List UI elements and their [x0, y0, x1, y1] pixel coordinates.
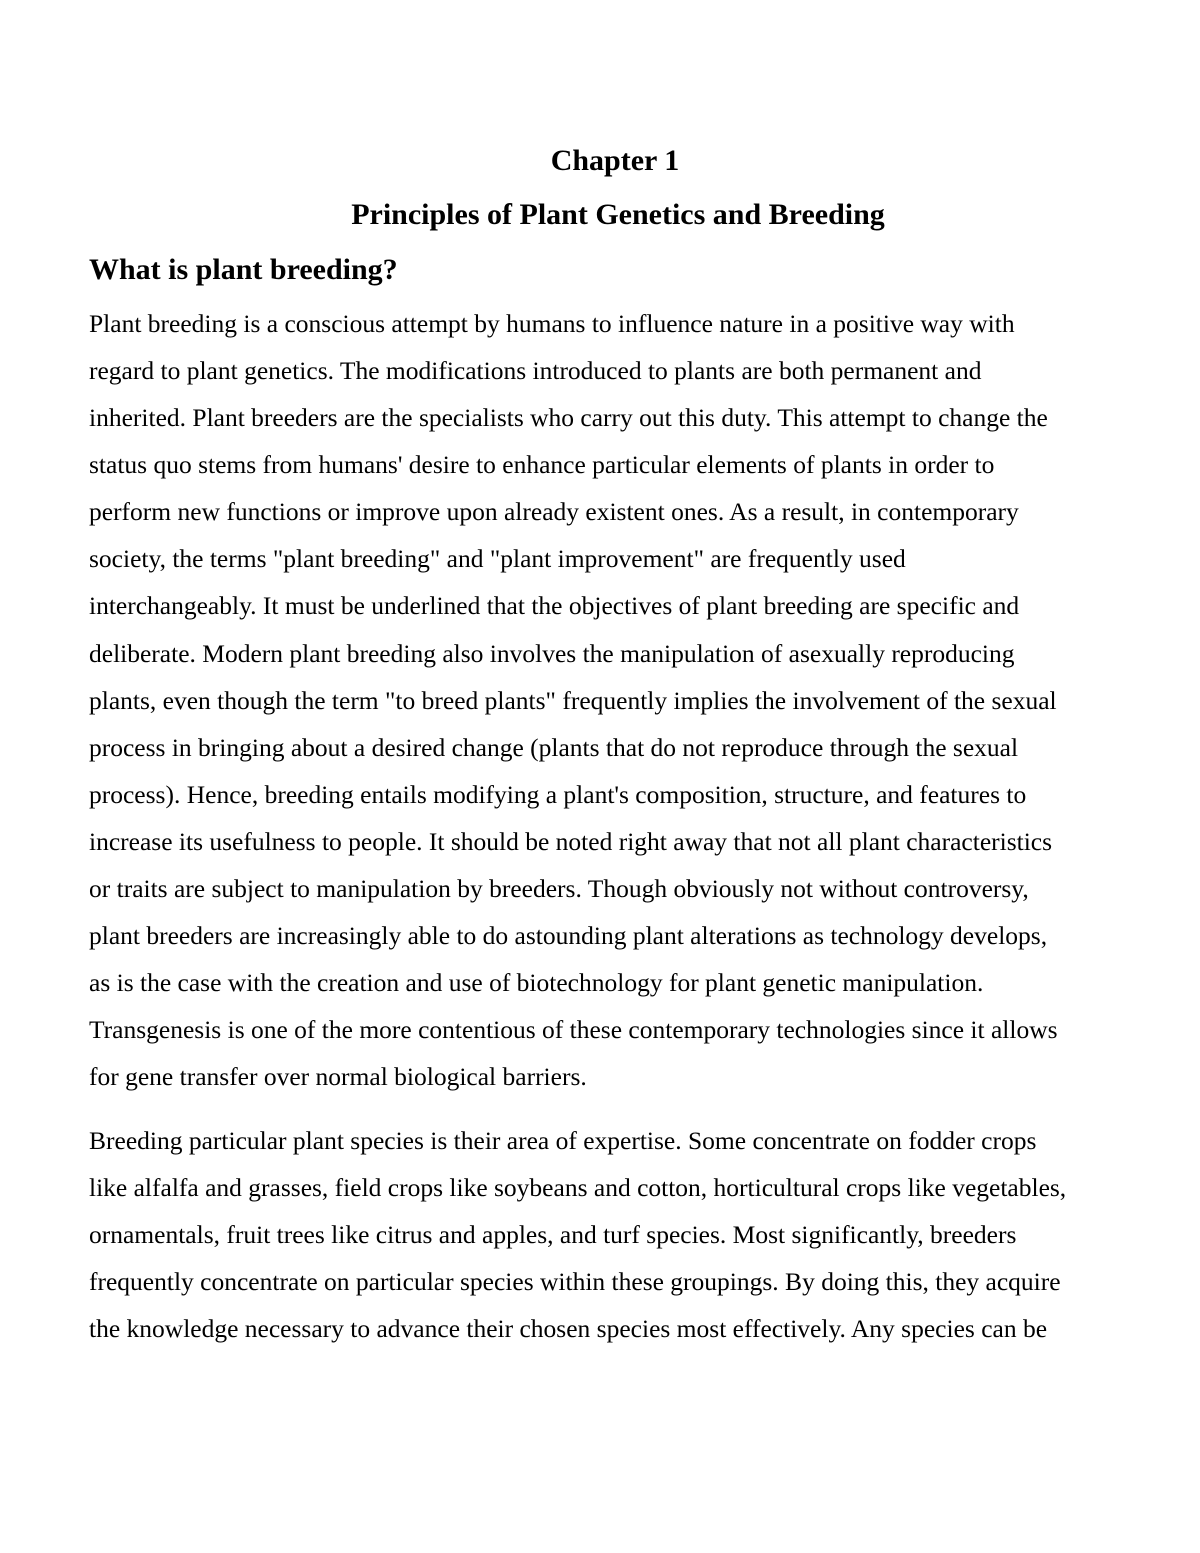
paragraph-line: as is the case with the creation and use of biotechnology for plant genetic manipulation. [89, 968, 984, 997]
paragraph-line: perform new functions or improve upon already existent ones. As a result, in contemporary [89, 497, 1019, 526]
paragraph-line: inherited. Plant breeders are the specialists who carry out this duty. This attempt to change the [89, 403, 1048, 432]
paragraph-line: ornamentals, fruit trees like citrus and apples, and turf species. Most significantly, breeders [89, 1220, 1017, 1249]
paragraph-line: like alfalfa and grasses, field crops like soybeans and cotton, horticultural crops like vegetables, [89, 1173, 1067, 1202]
paragraph-line: plants, even though the term "to breed plants" frequently implies the involvement of the sexual [89, 686, 1057, 715]
chapter-title: Principles of Plant Genetics and Breeding [351, 198, 885, 231]
paragraph-line: deliberate. Modern plant breeding also involves the manipulation of asexually reproducing [89, 639, 1015, 668]
paragraph-line: the knowledge necessary to advance their chosen species most effectively. Any species can be [89, 1314, 1048, 1343]
section-heading: What is plant breeding? [89, 253, 398, 286]
paragraph-line: interchangeably. It must be underlined that the objectives of plant breeding are specific and [89, 591, 1020, 620]
paragraph-line: regard to plant genetics. The modifications introduced to plants are both permanent and [89, 356, 982, 385]
chapter-label: Chapter 1 [550, 144, 680, 177]
paragraph-line: Transgenesis is one of the more contentious of these contemporary technologies since it allows [89, 1015, 1058, 1044]
paragraph-line: Plant breeding is a conscious attempt by humans to influence nature in a positive way with [89, 309, 1015, 338]
paragraph-line: process). Hence, breeding entails modifying a plant's composition, structure, and features to [89, 780, 1027, 809]
paragraph-line: process in bringing about a desired change (plants that do not reproduce through the sexual [89, 733, 1019, 762]
paragraph-line: or traits are subject to manipulation by breeders. Though obviously not without controversy, [89, 874, 1029, 903]
paragraph-line: for gene transfer over normal biological barriers. [89, 1062, 587, 1091]
paragraph-line: plant breeders are increasingly able to do astounding plant alterations as technology develops, [89, 921, 1048, 950]
paragraph-line: status quo stems from humans' desire to enhance particular elements of plants in order to [89, 450, 995, 479]
paragraph-line: society, the terms "plant breeding" and "plant improvement" are frequently used [89, 544, 906, 573]
paragraph-line: Breeding particular plant species is their area of expertise. Some concentrate on fodder crops [89, 1126, 1037, 1155]
paragraph-line: frequently concentrate on particular species within these groupings. By doing this, they acquire [89, 1267, 1061, 1296]
paragraph-line: increase its usefulness to people. It should be noted right away that not all plant characteristics [89, 827, 1053, 856]
